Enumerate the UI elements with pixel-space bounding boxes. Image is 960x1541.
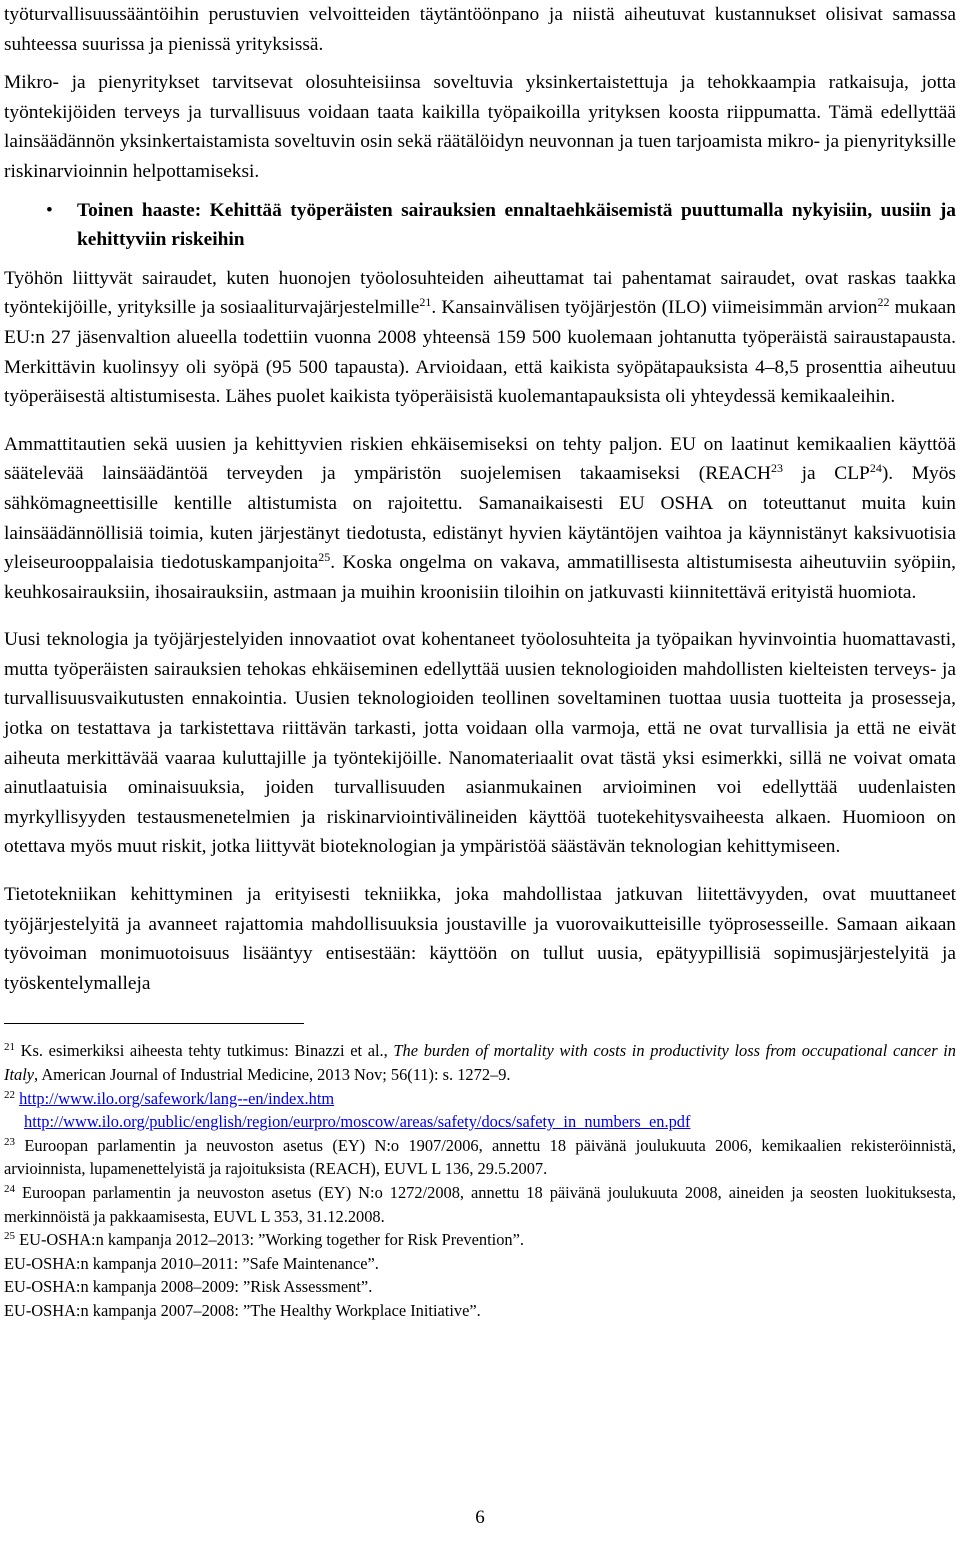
footnote-25-line-2: EU-OSHA:n kampanja 2010–2011: ”Safe Maintenance”. [4,1253,379,1273]
footnote-24: $^{24}$ Euroopan parlamentin ja neuvoston asetus (EY) N:o 1272/2008, annettu 18 päivänä joulukuuta 2008, aineiden ja seosten luokituksesta, merkinnöistä ja pakkaamisesta, EUVL L 353, 31.12.2008. [4,1182,956,1226]
footnote-25: $^{25}$ EU-OSHA:n kampanja 2012–2013: ”Working together for Risk Prevention”. [4,1230,524,1250]
footnote-25-line-4: EU-OSHA:n kampanja 2007–2008: ”The Healthy Workplace Initiative”. [4,1300,481,1320]
page-number: 6 [475,1507,485,1528]
footnote-22: $^{22}$ http://www.ilo.org/safework/lang--en/index.htm [4,1088,335,1108]
footnote-divider [4,1023,304,1024]
paragraph-1: työturvallisuussääntöihin perustuvien velvoitteiden täytäntöönpano ja niistä aiheutuvat kustannukset olisivat samassa suhteessa suurissa ja pienissä yrityksissä. [4,4,956,55]
paragraph-6: Tietotekniikan kehittyminen ja erityisesti tekniikka, joka mahdollistaa jatkuvan liitettävyyden, ovat muuttaneet työjärjestelyitä ja avanneet rajattomia mahdollisuuksia joustaville ja vuorovaikutteisille työprosesseille. Samaan aikaan työvoiman monimuotoisuus lisääntyy entisestään: käyttöön on tullut uusia, epätyypillisiä sopimusjärjestelyitä ja työskentelymalleja [4,884,956,994]
footnote-23: $^{23}$ Euroopan parlamentin ja neuvoston asetus (EY) N:o 1907/2006, annettu 18 päivänä joulukuuta 2006, kemikaalien rekisteröinnistä, arvioinnista, lupamenettelyistä ja rajoituksista (REACH), EUVL L 136, 29.5.2007. [4,1135,956,1179]
footnote-22-link-2[interactable]: http://www.ilo.org/public/english/region/eurpro/moscow/areas/safety/docs/safety_in_numbers_en.pdf [24,1112,691,1132]
bullet-heading-text: Toinen haaste: Kehittää työperäisten sairauksien ennaltaehkäisemistä puuttumalla nykyisiin, uusiin ja kehittyviin riskeihin [77,199,956,251]
footnote-21: $^{21}$ Ks. esimerkiksi aiheesta tehty tutkimus: Binazzi et al., The burden of mortality with costs in productivity loss from occupational cancer in Italy, American Journal of Industrial Medicine, 2013 Nov; 56(11): s. 1272–9. [4,1041,957,1084]
footnote-ref-24: 24 [869,461,882,476]
paragraph-4: Ammattitautien sekä uusien ja kehittyvien riskien ehkäisemiseksi on tehty paljon. EU on laatinut kemikaalien käyttöä säätelevää lainsäädäntöä terveyden ja ympäristön suojelemisen takaamiseksi (REACH$^{23}$ ja CLP$^{24}$). Myös sähkömagneettisille kentille altistumista on rajoitettu. Samanaikaisesti EU OSHA on toteuttanut muita kuin lainsäädännöllisiä toimia, kuten järjestänyt tiedotusta, edistänyt hyvien käytäntöjen vaihtoa ja käynnistänyt kaksivuotisia yleiseurooppalaisia tiedotuskampanjoita$^{25}$. Koska ongelma on vakava, ammatillisesta altistumisesta aiheutuviin syöpiin, keuhkosairauksiin, ihosairauksiin, astmaan ja muihin kroonisiin tiloihin on jatkuvasti kiinnitettävä erityistä huomiota. [4,433,956,603]
footnote-22-link-1[interactable]: http://www.ilo.org/safework/lang--en/index.htm [19,1088,335,1108]
footnote-ref-22: 22 [877,295,890,310]
paragraph-3: Työhön liittyvät sairaudet, kuten huonojen työolosuhteiden aiheuttamat tai pahentamat sairaudet, ovat raskas taakka työntekijöille, yrityksille ja sosiaaliturvajärjestelmille$^{21}$. Kansainvälisen työjärjestön (ILO) viimeisimmän arvion$^{22}$ mukaan EU:n 27 jäsenvaltion alueella todettiin vuonna 2008 yhteensä 159 500 kuolemaan johtanutta työperäistä sairaustapausta. Merkittävin kuolinsyy oli syöpä (95 500 tapausta). Arvioidaan, että kaikista syöpätapauksista 4–8,5 prosenttia aiheutuu työperäisestä altistumisesta. Lähes puolet kaikista työperäisistä kuolemantapauksista oli yhteydessä kemikaaleihin. [4,267,956,408]
paragraph-5: Uusi teknologia ja työjärjestelyiden innovaatiot ovat kohentaneet työolosuhteita ja työpaikan hyvinvointia huomattavasti, mutta työperäisten sairauksien tehokas ehkäiseminen edellyttää uusien teknologioiden mahdollisten kielteisten terveys- ja turvallisuusvaikutusten ennakointia. Uusien teknologioiden teollinen soveltaminen tuottaa uusia tuotteita ja prosesseja, jotka on testattava ja tarkistettava riittävän tarkasti, jotta voidaan olla varmoja, että ne ovat turvallisia ja että ne eivät aiheuta merkittävää vaaraa kuluttajille ja työntekijöille. Nanomateriaalit ovat tästä yksi esimerkki, sillä ne voivat omata ainutlaatuisia ominaisuuksia, joiden turvallisuuden asianmukainen arvioiminen voi edellyttää uudenlaisten myrkyllisyyden testausmenetelmien ja riskinarviointivälineiden käyttöä tuotekehitysvaiheesta alkaen. Huomioon on otettava myös muut riskit, jotka liittyvät bioteknologian ja ympäristöä säästävän teknologian kehittymiseen. [4,629,956,858]
bullet-icon: • [46,199,53,221]
paragraph-2: Mikro- ja pienyritykset tarvitsevat olosuhteisiinsa soveltuvia yksinkertaistettuja ja tehokkaampia ratkaisuja, jotta työntekijöiden terveys ja turvallisuus voidaan taata kaikilla työpaikoilla yrityksen koosta riippumatta. Tämä edellyttää lainsäädännön yksinkertaistamista soveltuvin osin sekä räätälöidyn neuvonnan ja tuen tarjoamista mikro- ja pienyrityksille riskinarvioinnin helpottamiseksi. [4,72,956,182]
footnote-22-line-2 [4,1110,956,1134]
footnote-25-line-3: EU-OSHA:n kampanja 2008–2009: ”Risk Assessment”. [4,1277,373,1297]
bullet-heading [4,196,956,255]
footnote-ref-25: 25 [318,550,331,565]
footnote-ref-23: 23 [770,461,783,476]
footnote-ref-21: 21 [419,295,432,310]
